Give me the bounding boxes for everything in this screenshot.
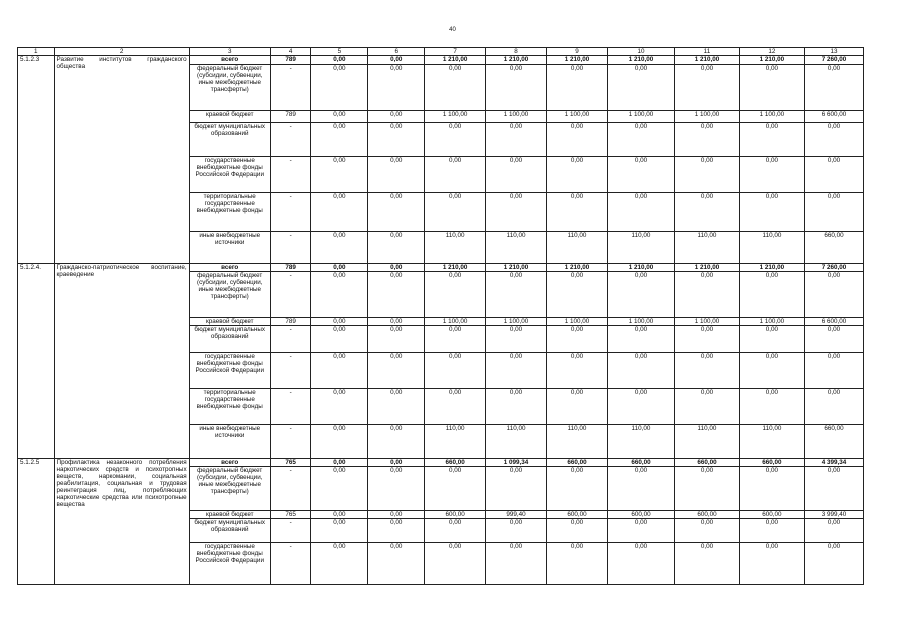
amount-cell: 0,00: [311, 56, 368, 65]
amount-cell: 0,00: [739, 389, 804, 425]
page-number: 40: [449, 27, 456, 33]
amount-cell: 1 100,00: [739, 111, 804, 123]
amount-cell: 1 100,00: [739, 318, 804, 326]
amount-cell: 600,00: [739, 511, 804, 519]
budget-code-cell: -: [270, 353, 311, 389]
amount-cell: 0,00: [607, 519, 674, 543]
funding-source: бюджет муниципальных образований: [189, 123, 270, 157]
amount-cell: 0,00: [368, 425, 425, 459]
amount-cell: 660,00: [804, 232, 863, 264]
budget-code-cell: -: [270, 519, 311, 543]
amount-cell: 0,00: [311, 157, 368, 193]
amount-cell: 0,00: [486, 65, 547, 111]
column-number: 1: [18, 48, 55, 56]
amount-cell: 0,00: [425, 123, 486, 157]
amount-cell: 0,00: [311, 318, 368, 326]
amount-cell: 1 100,00: [607, 318, 674, 326]
funding-source: иные внебюджетные источники: [189, 425, 270, 459]
amount-cell: 0,00: [486, 123, 547, 157]
amount-cell: 0,00: [311, 425, 368, 459]
amount-cell: 1 210,00: [607, 56, 674, 65]
amount-cell: 0,00: [607, 353, 674, 389]
amount-cell: 0,00: [311, 193, 368, 232]
amount-cell: 0,00: [547, 519, 608, 543]
amount-cell: 0,00: [547, 467, 608, 511]
amount-cell: 0,00: [607, 543, 674, 585]
amount-cell: 0,00: [804, 65, 863, 111]
amount-cell: 0,00: [739, 543, 804, 585]
amount-cell: 1 210,00: [607, 264, 674, 272]
amount-cell: 110,00: [547, 425, 608, 459]
amount-cell: 6 600,00: [804, 318, 863, 326]
amount-cell: 0,00: [547, 65, 608, 111]
amount-cell: 0,00: [368, 193, 425, 232]
amount-cell: 0,00: [368, 389, 425, 425]
amount-cell: 0,00: [368, 123, 425, 157]
amount-cell: 1 100,00: [486, 318, 547, 326]
amount-cell: 0,00: [486, 353, 547, 389]
funding-source: всего: [189, 56, 270, 65]
amount-cell: 0,00: [486, 157, 547, 193]
amount-cell: 600,00: [425, 511, 486, 519]
amount-cell: 0,00: [547, 543, 608, 585]
amount-cell: 0,00: [804, 389, 863, 425]
amount-cell: 0,00: [368, 272, 425, 318]
amount-cell: 1 210,00: [674, 56, 739, 65]
amount-cell: 0,00: [547, 326, 608, 353]
amount-cell: 0,00: [486, 193, 547, 232]
amount-cell: 0,00: [425, 157, 486, 193]
amount-cell: 3 999,40: [804, 511, 863, 519]
budget-code-cell: -: [270, 272, 311, 318]
funding-source: государственные внебюджетные фонды Российской Федерации: [189, 157, 270, 193]
funding-source: всего: [189, 459, 270, 467]
amount-cell: 0,00: [368, 543, 425, 585]
column-number-row: [18, 48, 864, 56]
amount-cell: 7 260,00: [804, 264, 863, 272]
column-number: 6: [368, 48, 425, 56]
amount-cell: 0,00: [311, 389, 368, 425]
funding-source: территориальные государственные внебюджетные фонды: [189, 193, 270, 232]
amount-cell: 600,00: [607, 511, 674, 519]
budget-table-body: [18, 48, 864, 585]
amount-cell: 0,00: [547, 193, 608, 232]
amount-cell: 600,00: [547, 511, 608, 519]
funding-source: федеральный бюджет (субсидии, субвенции, иные межбюджетные трансферты): [189, 272, 270, 318]
budget-code-cell: 765: [270, 459, 311, 467]
amount-cell: 0,00: [425, 326, 486, 353]
budget-code-cell: 765: [270, 511, 311, 519]
amount-cell: 0,00: [674, 65, 739, 111]
section-total-row: [18, 459, 864, 467]
amount-cell: 0,00: [739, 353, 804, 389]
amount-cell: 1 210,00: [739, 264, 804, 272]
amount-cell: 0,00: [804, 543, 863, 585]
budget-code-cell: 789: [270, 318, 311, 326]
funding-source: всего: [189, 264, 270, 272]
amount-cell: 0,00: [368, 264, 425, 272]
column-number: 12: [739, 48, 804, 56]
amount-cell: 110,00: [607, 425, 674, 459]
amount-cell: 0,00: [547, 272, 608, 318]
section-code: 5.1.2.4.: [18, 264, 55, 459]
amount-cell: 0,00: [425, 272, 486, 318]
amount-cell: 660,00: [804, 425, 863, 459]
amount-cell: 0,00: [486, 519, 547, 543]
budget-code-cell: -: [270, 389, 311, 425]
amount-cell: 0,00: [368, 326, 425, 353]
column-number: 13: [804, 48, 863, 56]
amount-cell: 1 210,00: [425, 264, 486, 272]
amount-cell: 1 210,00: [486, 56, 547, 65]
amount-cell: 0,00: [674, 123, 739, 157]
budget-code-cell: -: [270, 467, 311, 511]
funding-source: государственные внебюджетные фонды Российской Федерации: [189, 353, 270, 389]
budget-code-cell: -: [270, 232, 311, 264]
amount-cell: 0,00: [368, 511, 425, 519]
amount-cell: 0,00: [368, 65, 425, 111]
amount-cell: 0,00: [607, 326, 674, 353]
amount-cell: 0,00: [368, 56, 425, 65]
amount-cell: 0,00: [804, 326, 863, 353]
amount-cell: 1 210,00: [486, 264, 547, 272]
amount-cell: 0,00: [368, 467, 425, 511]
section-total-row: [18, 56, 864, 65]
amount-cell: 0,00: [368, 318, 425, 326]
amount-cell: 0,00: [739, 467, 804, 511]
column-number: 5: [311, 48, 368, 56]
amount-cell: 0,00: [804, 193, 863, 232]
amount-cell: 0,00: [311, 65, 368, 111]
amount-cell: 7 260,00: [804, 56, 863, 65]
column-number: 11: [674, 48, 739, 56]
amount-cell: 110,00: [425, 425, 486, 459]
amount-cell: 0,00: [547, 123, 608, 157]
amount-cell: 0,00: [311, 264, 368, 272]
amount-cell: 0,00: [674, 519, 739, 543]
amount-cell: 0,00: [368, 111, 425, 123]
amount-cell: 660,00: [607, 459, 674, 467]
amount-cell: 0,00: [486, 543, 547, 585]
amount-cell: 0,00: [607, 157, 674, 193]
amount-cell: 1 100,00: [607, 111, 674, 123]
amount-cell: 660,00: [547, 459, 608, 467]
amount-cell: 1 100,00: [547, 318, 608, 326]
column-number: 2: [54, 48, 189, 56]
section-title: Гражданско-патриотическое воспитание, краеведение: [54, 264, 189, 459]
amount-cell: 1 210,00: [547, 56, 608, 65]
amount-cell: 0,00: [425, 193, 486, 232]
amount-cell: 660,00: [739, 459, 804, 467]
budget-table: [17, 47, 864, 585]
amount-cell: 0,00: [425, 543, 486, 585]
amount-cell: 0,00: [486, 326, 547, 353]
column-number: 4: [270, 48, 311, 56]
amount-cell: 110,00: [486, 232, 547, 264]
amount-cell: 0,00: [368, 459, 425, 467]
amount-cell: 0,00: [311, 123, 368, 157]
funding-source: бюджет муниципальных образований: [189, 326, 270, 353]
amount-cell: 0,00: [607, 272, 674, 318]
amount-cell: 6 600,00: [804, 111, 863, 123]
amount-cell: 0,00: [311, 232, 368, 264]
amount-cell: 0,00: [547, 353, 608, 389]
budget-code-cell: -: [270, 425, 311, 459]
amount-cell: 0,00: [311, 519, 368, 543]
amount-cell: 0,00: [425, 353, 486, 389]
amount-cell: 0,00: [804, 353, 863, 389]
section-code: 5.1.2.5: [18, 459, 55, 585]
amount-cell: 0,00: [368, 519, 425, 543]
column-number: 9: [547, 48, 608, 56]
column-number: 8: [486, 48, 547, 56]
amount-cell: 0,00: [607, 65, 674, 111]
amount-cell: 0,00: [739, 157, 804, 193]
amount-cell: 0,00: [368, 232, 425, 264]
amount-cell: 0,00: [674, 543, 739, 585]
budget-code-cell: -: [270, 157, 311, 193]
amount-cell: 0,00: [674, 193, 739, 232]
amount-cell: 0,00: [425, 65, 486, 111]
amount-cell: 0,00: [674, 272, 739, 318]
amount-cell: 0,00: [674, 353, 739, 389]
amount-cell: 1 099,34: [486, 459, 547, 467]
amount-cell: 110,00: [425, 232, 486, 264]
amount-cell: 110,00: [486, 425, 547, 459]
amount-cell: 0,00: [311, 543, 368, 585]
amount-cell: 1 210,00: [425, 56, 486, 65]
section-title: Развитие институтов гражданского общества: [54, 56, 189, 264]
amount-cell: 0,00: [425, 519, 486, 543]
funding-source: федеральный бюджет (субсидии, субвенции, иные межбюджетные трансферты): [189, 65, 270, 111]
amount-cell: 0,00: [311, 511, 368, 519]
amount-cell: 110,00: [674, 232, 739, 264]
section-code: 5.1.2.3: [18, 56, 55, 264]
amount-cell: 0,00: [739, 519, 804, 543]
funding-source: государственные внебюджетные фонды Российской Федерации: [189, 543, 270, 585]
amount-cell: 110,00: [739, 425, 804, 459]
amount-cell: 1 100,00: [425, 318, 486, 326]
amount-cell: 110,00: [739, 232, 804, 264]
budget-code-cell: -: [270, 65, 311, 111]
funding-source: бюджет муниципальных образований: [189, 519, 270, 543]
budget-code-cell: 789: [270, 56, 311, 65]
funding-source: краевой бюджет: [189, 511, 270, 519]
amount-cell: 0,00: [607, 389, 674, 425]
column-number: 3: [189, 48, 270, 56]
amount-cell: 0,00: [674, 389, 739, 425]
amount-cell: 0,00: [311, 326, 368, 353]
section-total-row: [18, 264, 864, 272]
amount-cell: 0,00: [739, 272, 804, 318]
amount-cell: 0,00: [674, 326, 739, 353]
amount-cell: 110,00: [607, 232, 674, 264]
amount-cell: 0,00: [804, 467, 863, 511]
amount-cell: 0,00: [674, 157, 739, 193]
amount-cell: 1 210,00: [674, 264, 739, 272]
funding-source: иные внебюджетные источники: [189, 232, 270, 264]
amount-cell: 1 210,00: [739, 56, 804, 65]
amount-cell: 1 100,00: [547, 111, 608, 123]
amount-cell: 0,00: [804, 157, 863, 193]
amount-cell: 600,00: [674, 511, 739, 519]
amount-cell: 0,00: [804, 519, 863, 543]
amount-cell: 1 100,00: [425, 111, 486, 123]
budget-code-cell: -: [270, 123, 311, 157]
amount-cell: 0,00: [739, 193, 804, 232]
funding-source: федеральный бюджет (субсидии, субвенции, иные межбюджетные трансферты): [189, 467, 270, 511]
amount-cell: 1 210,00: [547, 264, 608, 272]
funding-source: краевой бюджет: [189, 111, 270, 123]
funding-source: краевой бюджет: [189, 318, 270, 326]
amount-cell: 0,00: [547, 389, 608, 425]
amount-cell: 0,00: [368, 353, 425, 389]
amount-cell: 0,00: [311, 111, 368, 123]
budget-code-cell: -: [270, 543, 311, 585]
amount-cell: 0,00: [486, 389, 547, 425]
amount-cell: 0,00: [607, 467, 674, 511]
amount-cell: 0,00: [739, 326, 804, 353]
amount-cell: 1 100,00: [674, 111, 739, 123]
amount-cell: 0,00: [486, 467, 547, 511]
amount-cell: 0,00: [311, 459, 368, 467]
amount-cell: 0,00: [739, 123, 804, 157]
amount-cell: 660,00: [425, 459, 486, 467]
amount-cell: 0,00: [425, 389, 486, 425]
amount-cell: 0,00: [607, 193, 674, 232]
column-number: 7: [425, 48, 486, 56]
amount-cell: 0,00: [547, 157, 608, 193]
amount-cell: 0,00: [311, 272, 368, 318]
funding-source: территориальные государственные внебюджетные фонды: [189, 389, 270, 425]
amount-cell: 1 100,00: [486, 111, 547, 123]
amount-cell: 0,00: [607, 123, 674, 157]
amount-cell: 0,00: [804, 123, 863, 157]
budget-code-cell: 789: [270, 111, 311, 123]
amount-cell: 660,00: [674, 459, 739, 467]
amount-cell: 110,00: [547, 232, 608, 264]
amount-cell: 110,00: [674, 425, 739, 459]
budget-code-cell: -: [270, 193, 311, 232]
section-title: Профилактика незаконного потребления наркотических средств и психотропных веществ, наркомании, социальная реабилитация, социальная и трудовая реинтеграция лиц, потребляющих наркотические средства или психотропные вещества: [54, 459, 189, 585]
amount-cell: 0,00: [804, 272, 863, 318]
amount-cell: 999,40: [486, 511, 547, 519]
column-number: 10: [607, 48, 674, 56]
budget-code-cell: 789: [270, 264, 311, 272]
amount-cell: 0,00: [674, 467, 739, 511]
amount-cell: 4 399,34: [804, 459, 863, 467]
amount-cell: 0,00: [486, 272, 547, 318]
amount-cell: 0,00: [311, 353, 368, 389]
amount-cell: 1 100,00: [674, 318, 739, 326]
budget-code-cell: -: [270, 326, 311, 353]
amount-cell: 0,00: [425, 467, 486, 511]
amount-cell: 0,00: [311, 467, 368, 511]
amount-cell: 0,00: [368, 157, 425, 193]
amount-cell: 0,00: [739, 65, 804, 111]
